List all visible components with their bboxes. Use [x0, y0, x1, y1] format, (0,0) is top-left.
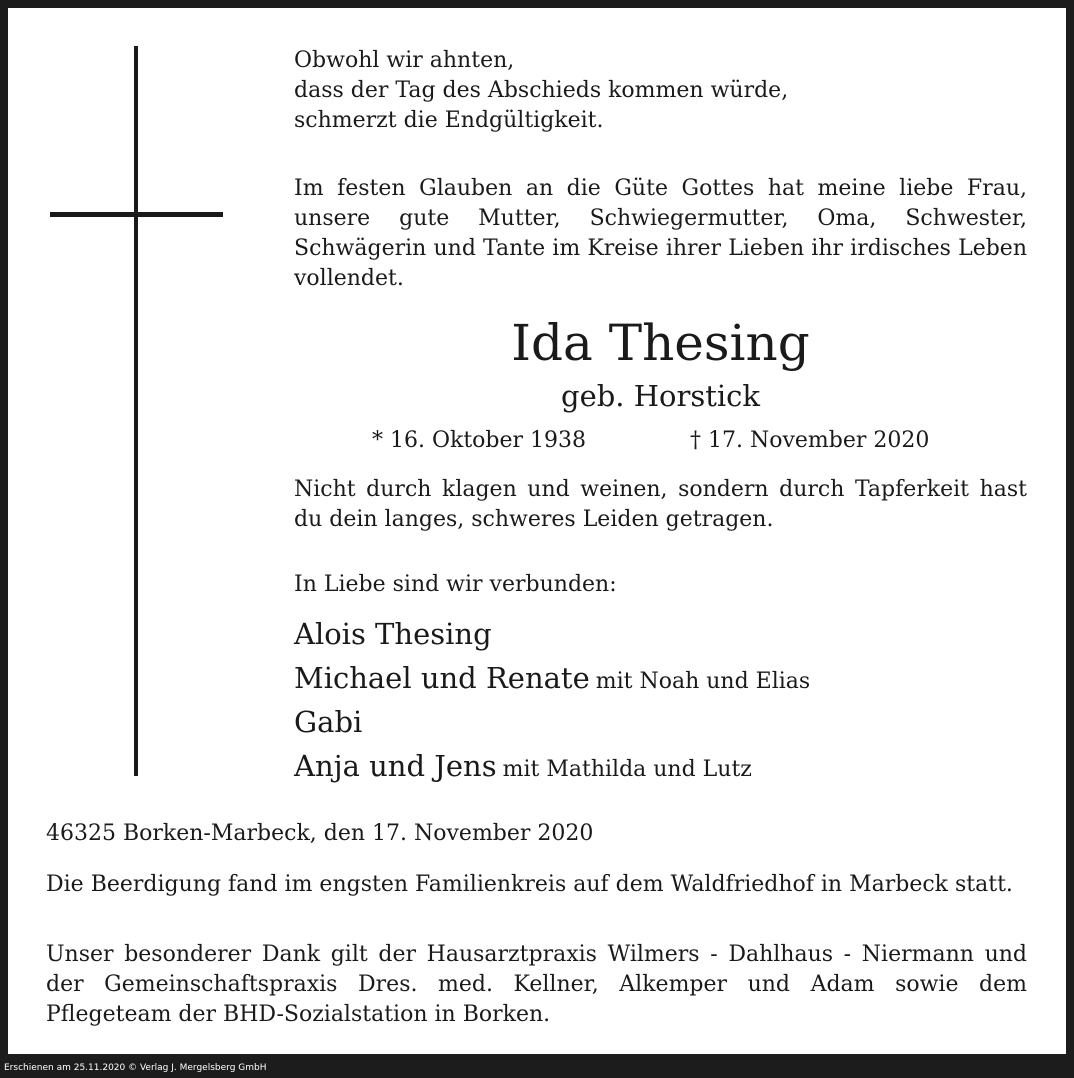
family-member	[294, 744, 1027, 788]
cross-icon	[134, 46, 138, 776]
place-date: 46325 Borken-Marbeck, den 17. November 2020	[46, 821, 594, 846]
birth-name: geb. Horstick	[561, 379, 760, 413]
cross-icon-bar	[50, 212, 223, 217]
quote: Nicht durch klagen und weinen, sondern durch Tapferkeit hast du dein langes, schweres Leiden getragen.	[294, 477, 1027, 532]
poem-line: Obwohl wir ahnten,	[294, 48, 515, 73]
family-with: mit Noah und Elias	[595, 669, 811, 694]
love-line: In Liebe sind wir verbunden:	[294, 572, 617, 597]
poem	[294, 46, 1027, 136]
death-date: † 17. November 2020	[690, 428, 930, 453]
poem-line: dass der Tag des Abschieds kommen würde,	[294, 78, 789, 103]
family-member	[294, 656, 1027, 700]
family-member	[294, 700, 1027, 744]
family-with: mit Mathilda und Lutz	[502, 757, 752, 782]
family-member	[294, 612, 1027, 656]
deceased-name: Ida Thesing	[511, 314, 810, 372]
family-names: Anja und Jens	[294, 749, 497, 783]
family-list	[294, 612, 1027, 788]
family-names: Gabi	[294, 705, 363, 739]
faith-text: Im festen Glauben an die Güte Gottes hat meine liebe Frau, unsere gute Mutter, Schwiegermutter, Oma, Schwester, Schwägerin und Tante im Kreise ihrer Lieben ihr irdisches Leben vollendet.	[294, 176, 1027, 291]
burial-text: Die Beerdigung fand im engsten Familienkreis auf dem Waldfriedhof in Marbeck statt.	[46, 872, 1013, 897]
obituary-notice	[8, 8, 1066, 1054]
poem-line: schmerzt die Endgültigkeit.	[294, 108, 604, 133]
thanks-text: Unser besonderer Dank gilt der Hausarztpraxis Wilmers - Dahlhaus - Niermann und der Gemeinschaftspraxis Dres. med. Kellner, Alkemper und Adam sowie dem Pflegeteam der BHD-Sozialstation in Borken.	[46, 942, 1027, 1027]
family-names: Michael und Renate	[294, 661, 590, 695]
family-names: Alois Thesing	[294, 617, 492, 651]
publication-footer: Erschienen am 25.11.2020 © Verlag J. Mergelsberg GmbH	[4, 1063, 267, 1073]
birth-date: * 16. Oktober 1938	[372, 428, 587, 453]
